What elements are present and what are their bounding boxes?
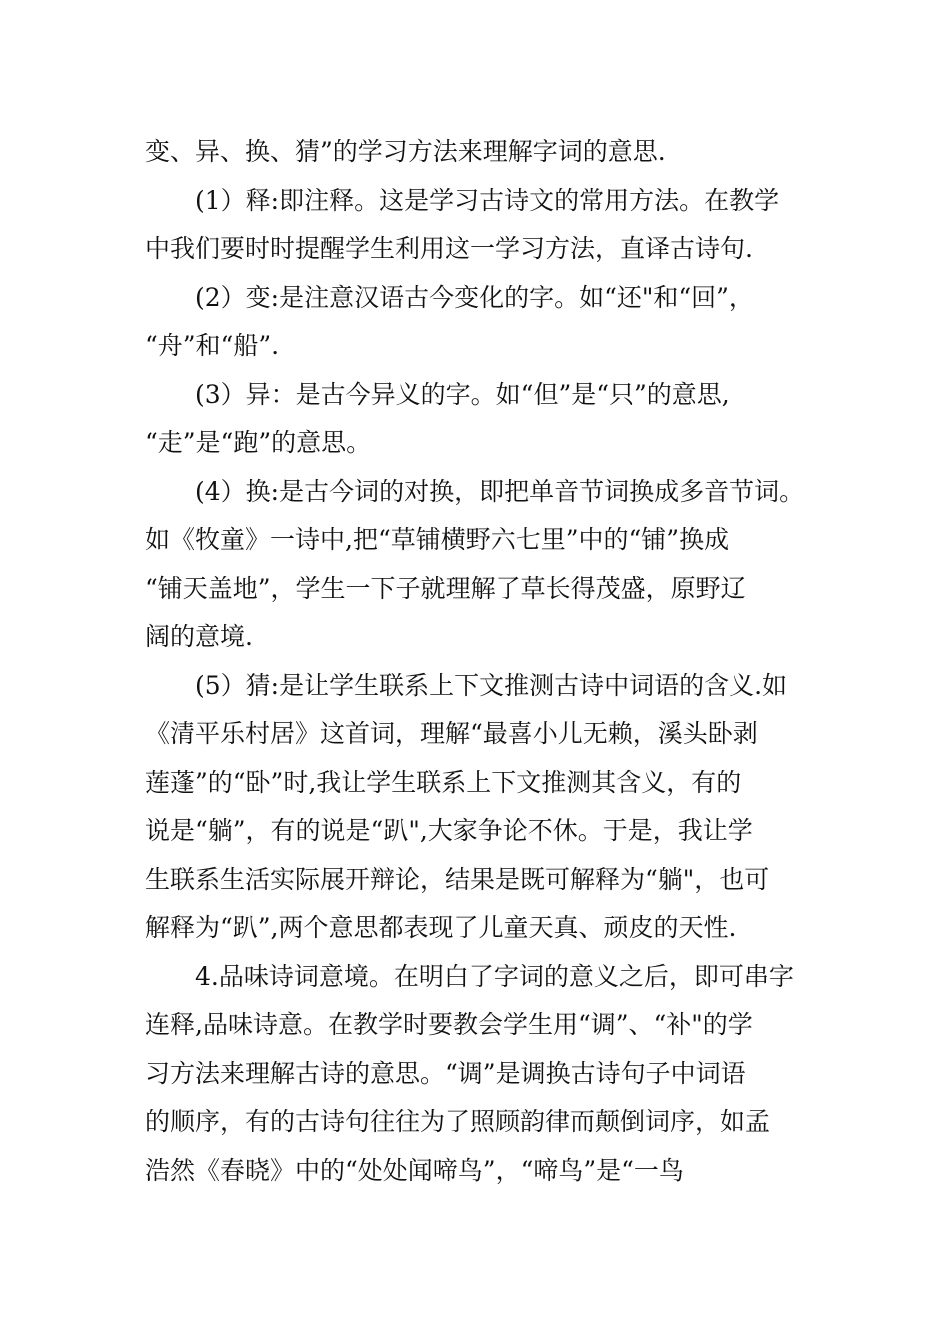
text-line: 莲蓬”的“卧”时,我让学生联系上下文推测其含义，有的 [145, 767, 742, 797]
text-line: 4.品味诗词意境。在明白了字词的意义之后，即可串字 [195, 961, 794, 991]
text-line: 阔的意境. [145, 622, 253, 651]
text-line: (4）换:是古今词的对换，即把单音节词换成多音节词。 [195, 476, 805, 506]
document-body [145, 128, 805, 1195]
text-line: “铺天盖地”，学生一下子就理解了草长得茂盛，原野辽 [145, 573, 746, 603]
text-line: 中我们要时时提醒学生利用这一学习方法，直译古诗句. [145, 234, 753, 263]
text-line: 说是“躺”，有的说是“趴",大家争论不休。于是，我让学 [145, 816, 753, 845]
text-line: 如《牧童》一诗中,把“草铺横野六七里”中的“铺”换成 [145, 525, 730, 554]
text-line: 浩然《春晓》中的“处处闻啼鸟”，“啼鸟”是“一鸟 [145, 1155, 684, 1185]
text-line: (1）释:即注释。这是学习古诗文的常用方法。在教学 [195, 185, 780, 215]
text-line: (2）变:是注意汉语古今变化的字。如“还"和“回”， [195, 282, 754, 312]
text-line: (3）异：是古今异义的字。如“但”是“只”的意思, [195, 379, 730, 409]
text-line: 解释为“趴”,两个意思都表现了儿童天真、顽皮的天性. [145, 913, 737, 942]
text-line: 习方法来理解古诗的意思。“调”是调换古诗句子中词语 [145, 1058, 746, 1088]
text-line: 《清平乐村居》这首词，理解“最喜小儿无赖，溪头卧剥 [145, 719, 758, 748]
text-line: 生联系生活实际展开辩论，结果是既可解释为“躺"，也可 [145, 864, 770, 894]
text-line: 连释,品味诗意。在教学时要教会学生用“调”、“补"的学 [145, 1010, 753, 1039]
text-line: “舟”和“船”. [145, 331, 280, 360]
text-line: (5）猜:是让学生联系上下文推测古诗中词语的含义.如 [195, 670, 788, 700]
text-line: 变、异、换、猜”的学习方法来理解字词的意思. [145, 137, 666, 166]
text-line: 的顺序，有的古诗句往往为了照顾韵律而颠倒词序，如孟 [145, 1107, 771, 1136]
text-line: “走”是“跑”的意思。 [145, 428, 372, 457]
